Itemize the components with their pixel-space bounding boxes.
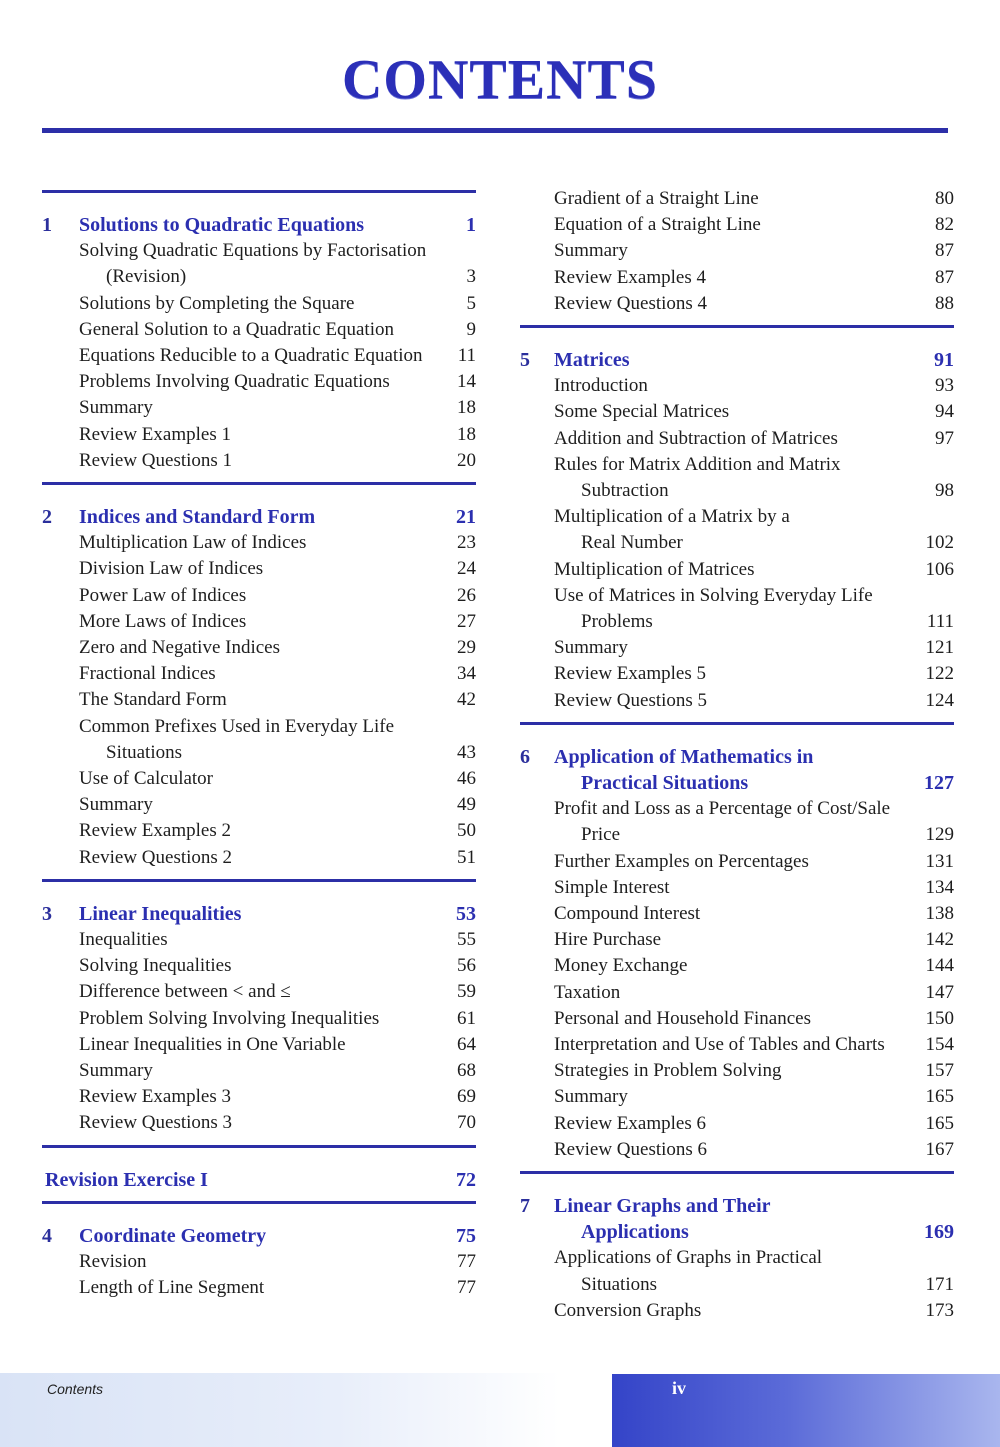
toc-chapter-entry[interactable]: [520, 1193, 954, 1219]
section-title: Hire Purchase: [554, 929, 662, 951]
section-title: Multiplication of Matrices: [554, 558, 755, 580]
chapter-title: Practical Situations: [581, 772, 749, 794]
toc-entry[interactable]: [520, 373, 954, 399]
page-number: 167: [925, 1138, 954, 1160]
toc-entry[interactable]: [520, 875, 954, 901]
chapter-number: 3: [42, 902, 52, 925]
footer-page-number: iv: [672, 1378, 687, 1398]
page-number: 75: [456, 1224, 476, 1247]
toc-entry[interactable]: [520, 901, 954, 927]
chapter-number: 6: [520, 745, 530, 768]
chapter-number: 5: [520, 349, 530, 371]
footer-page-band: [612, 1374, 1000, 1447]
section-title: Compound Interest: [554, 903, 701, 924]
page-number: 173: [925, 1299, 954, 1321]
section-title: Zero and Negative Indices: [79, 637, 280, 658]
page-number: 69: [457, 1086, 476, 1108]
page-number: 11: [457, 345, 476, 366]
toc-entry[interactable]: [520, 1272, 954, 1298]
section-divider: [42, 482, 476, 485]
section-title: Interpretation and Use of Tables and Charts: [554, 1034, 885, 1055]
toc-entry[interactable]: [520, 478, 954, 504]
section-title: Length of Line Segment: [79, 1277, 265, 1299]
toc-entry[interactable]: [520, 399, 954, 425]
section-title: Review Examples 2: [79, 820, 231, 842]
page-number: 154: [925, 1034, 954, 1055]
toc-entry[interactable]: [42, 343, 476, 369]
section-title: Strategies in Problem Solving: [554, 1060, 782, 1082]
section-title: Real Number: [581, 532, 683, 554]
toc-entry[interactable]: [42, 1032, 476, 1058]
page-number: 18: [457, 397, 476, 419]
page-number: 61: [457, 1007, 476, 1029]
section-title: Addition and Subtraction of Matrices: [554, 427, 838, 449]
page-number: 9: [466, 318, 476, 340]
chapter-title: Revision Exercise I: [45, 1168, 208, 1191]
section-title: Problem Solving Involving Inequalities: [79, 1007, 380, 1029]
section-title: Inequalities: [79, 929, 168, 950]
toc-entry[interactable]: [42, 291, 476, 317]
toc-entry[interactable]: [42, 714, 476, 740]
toc-entry[interactable]: [520, 212, 954, 238]
page-number: 68: [457, 1060, 476, 1081]
toc-entry[interactable]: [520, 822, 954, 848]
section-title: Revision: [79, 1251, 147, 1272]
section-divider: [42, 1145, 476, 1148]
page-number: 18: [457, 423, 476, 445]
toc-chapter-entry[interactable]: [42, 1167, 476, 1193]
section-title: Problems: [581, 611, 653, 632]
toc-entry[interactable]: [42, 238, 476, 264]
toc-entry[interactable]: [520, 1058, 954, 1084]
page-number: 24: [457, 558, 476, 580]
toc-entry[interactable]: [520, 265, 954, 291]
toc-entry[interactable]: [42, 1058, 476, 1084]
section-title: Common Prefixes Used in Everyday Life: [79, 715, 395, 737]
chapter-number: 4: [42, 1224, 52, 1247]
toc-entry[interactable]: [520, 980, 954, 1006]
toc-entry[interactable]: [520, 530, 954, 556]
page-number: 134: [925, 876, 954, 898]
section-title: Rules for Matrix Addition and Matrix: [554, 453, 841, 475]
toc-entry[interactable]: [42, 317, 476, 343]
section-title: Conversion Graphs: [554, 1299, 702, 1321]
toc-chapter-entry[interactable]: [42, 504, 476, 530]
page-number: 111: [926, 611, 954, 632]
page-number: 93: [935, 375, 954, 397]
section-divider: [42, 879, 476, 882]
toc-entry[interactable]: [42, 609, 476, 635]
section-title: Fractional Indices: [79, 663, 216, 685]
chapter-title: Indices and Standard Form: [79, 506, 316, 528]
chapter-title: Application of Mathematics in: [554, 745, 814, 768]
page-number: 5: [466, 292, 476, 314]
page-number: 27: [457, 610, 476, 632]
page-number: 49: [457, 794, 476, 816]
page-number: 142: [925, 929, 954, 951]
footer-section-label: Contents: [47, 1381, 104, 1397]
toc-entry[interactable]: [520, 849, 954, 875]
page-number: 14: [457, 371, 476, 393]
section-title: Some Special Matrices: [554, 401, 730, 423]
chapter-title: Matrices: [554, 349, 630, 371]
page-number: 23: [457, 532, 476, 554]
toc-entry[interactable]: [520, 186, 954, 212]
chapter-number: 7: [520, 1195, 530, 1217]
toc-entry[interactable]: [520, 1245, 954, 1271]
section-title: Money Exchange: [554, 955, 688, 977]
toc-entry[interactable]: [42, 1110, 476, 1136]
page-number: 82: [935, 214, 954, 236]
page-number: 150: [925, 1007, 954, 1029]
section-title: Power Law of Indices: [79, 584, 247, 606]
toc-entry[interactable]: [42, 818, 476, 844]
section-title: More Laws of Indices: [79, 610, 247, 632]
toc-entry[interactable]: [42, 1275, 476, 1301]
page-number: 42: [457, 689, 476, 711]
section-title: Introduction: [554, 375, 648, 397]
section-title: Solutions by Completing the Square: [79, 292, 355, 314]
toc-entry[interactable]: [520, 1006, 954, 1032]
toc-entry[interactable]: [42, 1006, 476, 1032]
section-title: Summary: [79, 1060, 153, 1081]
section-title: Problems Involving Quadratic Equations: [79, 371, 390, 393]
toc-entry[interactable]: [42, 422, 476, 448]
page-number: 88: [935, 292, 954, 314]
toc-entry[interactable]: [520, 927, 954, 953]
toc-entry[interactable]: [42, 792, 476, 818]
section-title: General Solution to a Quadratic Equation: [79, 318, 394, 340]
section-title: Review Questions 3: [79, 1112, 233, 1134]
chapter-title: Solutions to Quadratic Equations: [79, 214, 365, 236]
section-title: Division Law of Indices: [79, 558, 264, 580]
page-number: 127: [924, 772, 954, 794]
page-number: 26: [457, 584, 476, 606]
page-number: 53: [456, 902, 476, 925]
section-title: Personal and Household Finances: [554, 1007, 811, 1029]
footer-section-band: [0, 1373, 560, 1447]
toc-entry[interactable]: [520, 1032, 954, 1058]
section-divider: [520, 1171, 954, 1174]
toc-entry[interactable]: [520, 426, 954, 452]
toc-entry[interactable]: [42, 556, 476, 582]
page-number: 87: [935, 240, 954, 262]
page-number: 29: [457, 637, 476, 658]
chapter-title: Applications: [581, 1221, 689, 1244]
page-title: CONTENTS: [341, 49, 659, 111]
toc-entry[interactable]: [520, 953, 954, 979]
section-title: Linear Inequalities in One Variable: [79, 1033, 346, 1055]
page-number: 165: [925, 1086, 954, 1108]
section-title: Subtraction: [581, 480, 669, 501]
page-number: 102: [925, 532, 954, 554]
toc-entry[interactable]: [42, 369, 476, 395]
page-number: 3: [466, 266, 476, 288]
toc-chapter-entry[interactable]: [42, 212, 476, 238]
section-title: Review Questions 6: [554, 1138, 708, 1160]
section-title: Use of Matrices in Solving Everyday Life: [554, 584, 873, 606]
chapter-title: Linear Inequalities: [79, 902, 242, 925]
section-title: Situations: [581, 1273, 658, 1295]
page-number: 91: [934, 349, 954, 371]
section-title: Summary: [554, 1086, 628, 1108]
toc-entry[interactable]: [520, 1084, 954, 1110]
section-divider: [42, 1201, 476, 1204]
chapter-number: 2: [42, 506, 52, 528]
page-number: 94: [935, 401, 954, 423]
chapter-number: 1: [42, 214, 52, 236]
section-title: Review Examples 5: [554, 663, 706, 685]
page-number: 46: [457, 768, 476, 789]
page-number: 80: [935, 188, 954, 209]
toc-chapter-entry[interactable]: [520, 744, 954, 770]
toc-entry[interactable]: [42, 766, 476, 792]
page-number: 20: [457, 449, 476, 471]
toc-entry[interactable]: [42, 1084, 476, 1110]
toc-entry[interactable]: [520, 238, 954, 264]
section-title: Review Questions 4: [554, 292, 708, 314]
section-title: Review Examples 1: [79, 423, 231, 445]
toc-entry[interactable]: [520, 1111, 954, 1137]
section-title: (Revision): [106, 266, 187, 288]
toc-entry[interactable]: [520, 661, 954, 687]
toc-entry[interactable]: [520, 796, 954, 822]
page-number: 138: [925, 903, 954, 924]
section-title: Multiplication of a Matrix by a: [554, 506, 790, 528]
page-number: 59: [457, 981, 476, 1003]
toc-entry[interactable]: [42, 845, 476, 871]
section-title: Difference between < and ≤: [79, 981, 291, 1003]
toc-entry[interactable]: [42, 687, 476, 713]
toc-entry[interactable]: [42, 395, 476, 421]
section-title: Use of Calculator: [79, 768, 214, 789]
page-number: 169: [924, 1221, 954, 1244]
page-number: 147: [925, 981, 954, 1003]
section-title: Taxation: [554, 981, 621, 1003]
section-title: Review Examples 3: [79, 1086, 231, 1108]
toc-entry[interactable]: [520, 583, 954, 609]
toc-entry[interactable]: [520, 504, 954, 530]
section-divider: [42, 190, 476, 193]
toc-entry[interactable]: [520, 1298, 954, 1324]
section-title: Multiplication Law of Indices: [79, 532, 307, 554]
page-number: 51: [457, 846, 476, 868]
toc-entry[interactable]: [520, 1137, 954, 1163]
toc-chapter-entry[interactable]: [520, 347, 954, 373]
chapter-title: Coordinate Geometry: [79, 1224, 267, 1247]
section-title: Simple Interest: [554, 876, 670, 898]
toc-entry[interactable]: [42, 953, 476, 979]
chapter-title: Linear Graphs and Their: [554, 1195, 771, 1217]
page-number: 121: [925, 637, 954, 659]
section-title: Summary: [554, 240, 628, 262]
toc-entry[interactable]: [42, 264, 476, 290]
page-number: 97: [935, 427, 954, 449]
toc-entry[interactable]: [520, 291, 954, 317]
toc-entry[interactable]: [42, 1249, 476, 1275]
section-title: Equation of a Straight Line: [554, 214, 761, 236]
page-number: 122: [925, 663, 954, 685]
toc-entry[interactable]: [42, 927, 476, 953]
section-title: Profit and Loss as a Percentage of Cost/Sale: [554, 798, 891, 820]
page-number: 157: [925, 1060, 954, 1082]
toc-entry[interactable]: [520, 688, 954, 714]
toc-entry[interactable]: [520, 609, 954, 635]
toc-entry[interactable]: [42, 979, 476, 1005]
section-title: Price: [581, 824, 621, 846]
section-title: The Standard Form: [79, 689, 227, 711]
toc-entry[interactable]: [42, 530, 476, 556]
page-number: 72: [456, 1168, 476, 1191]
section-title: Review Examples 6: [554, 1112, 706, 1134]
page-number: 55: [457, 929, 476, 950]
page-number: 77: [457, 1277, 476, 1299]
section-title: Summary: [79, 397, 153, 419]
page-number: 87: [935, 266, 954, 288]
page-number: 77: [457, 1251, 476, 1272]
toc-entry[interactable]: [42, 740, 476, 766]
section-title: Summary: [79, 794, 153, 816]
page-number: 165: [925, 1112, 954, 1134]
page-number: 144: [925, 955, 954, 977]
section-title: Further Examples on Percentages: [554, 850, 809, 872]
section-title: Solving Inequalities: [79, 955, 232, 977]
toc-entry[interactable]: [42, 448, 476, 474]
toc-chapter-entry[interactable]: [42, 901, 476, 927]
toc-chapter-entry[interactable]: [520, 770, 954, 796]
toc-entry[interactable]: [520, 635, 954, 661]
toc-chapter-entry[interactable]: [520, 1219, 954, 1245]
section-title: Applications of Graphs in Practical: [554, 1247, 823, 1269]
page-number: 34: [457, 663, 476, 685]
page-number: 21: [456, 506, 476, 528]
page-number: 1: [466, 214, 476, 236]
page-number: 98: [935, 480, 954, 501]
toc-chapter-entry[interactable]: [42, 1223, 476, 1249]
page-number: 56: [457, 955, 476, 977]
toc-entry[interactable]: [520, 452, 954, 478]
section-title: Review Questions 5: [554, 689, 708, 711]
page-number: 129: [925, 824, 954, 846]
toc-entry[interactable]: [42, 635, 476, 661]
page-number: 70: [457, 1112, 476, 1134]
section-title: Solving Quadratic Equations by Factorisation: [79, 240, 427, 262]
section-title: Review Questions 1: [79, 449, 233, 471]
toc-entry[interactable]: [520, 557, 954, 583]
section-divider: [520, 722, 954, 725]
page-number: 131: [925, 850, 954, 872]
section-title: Situations: [106, 741, 183, 763]
page-number: 106: [925, 558, 954, 580]
title-divider: [42, 128, 948, 133]
section-title: Summary: [554, 637, 628, 659]
section-title: Review Questions 2: [79, 846, 233, 868]
page-number: 124: [925, 689, 954, 711]
section-title: Gradient of a Straight Line: [554, 188, 759, 209]
section-divider: [520, 325, 954, 328]
toc-entry[interactable]: [42, 661, 476, 687]
toc-entry[interactable]: [42, 583, 476, 609]
page-number: 64: [457, 1033, 476, 1055]
page-number: 50: [457, 820, 476, 842]
page-number: 43: [457, 741, 476, 763]
page-number: 171: [925, 1273, 954, 1295]
section-title: Equations Reducible to a Quadratic Equation: [79, 345, 423, 366]
section-title: Review Examples 4: [554, 266, 706, 288]
